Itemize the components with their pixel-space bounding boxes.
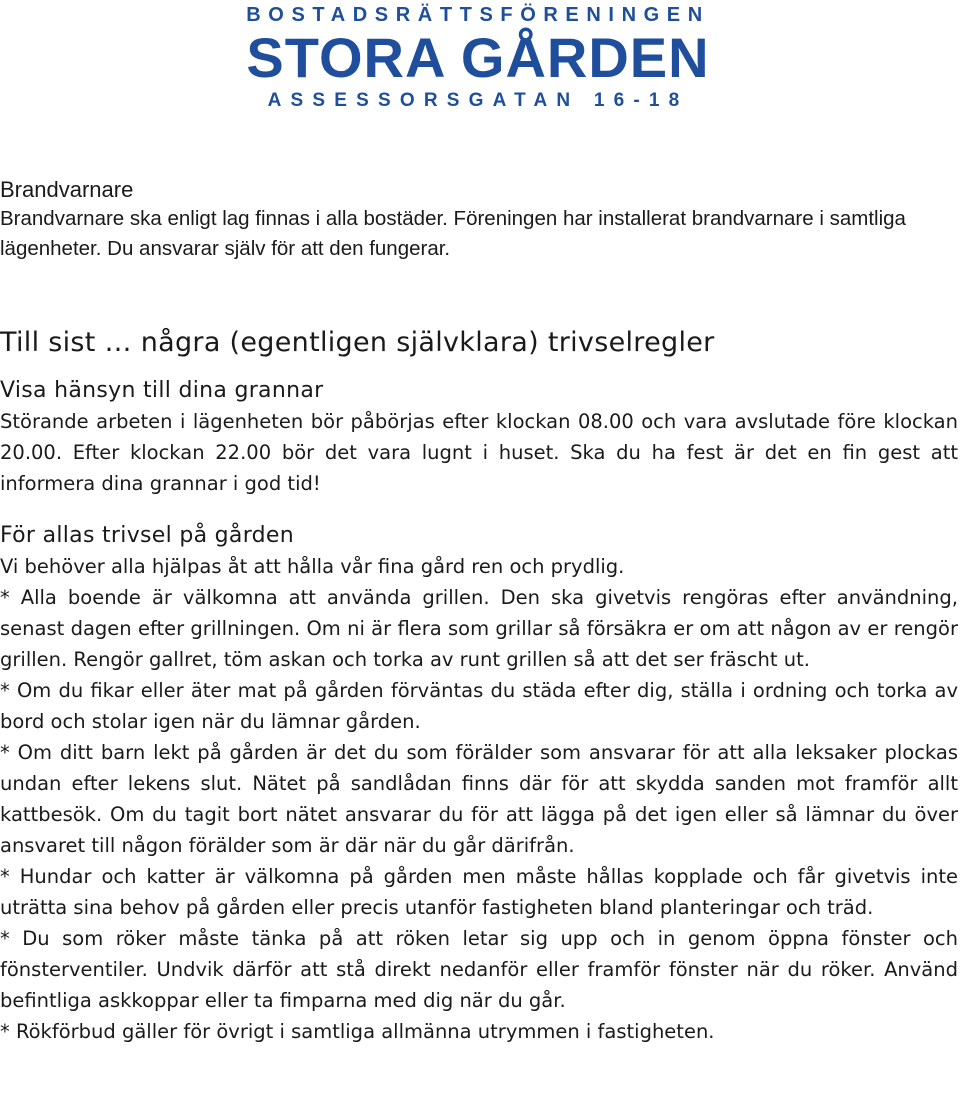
rule-item: * Alla boende är välkomna att använda grillen. Den ska givetvis rengöras efter användning, senast dagen efter grillningen. Om ni är flera som grillar så försäkra er om att någon av er rengör grillen. Rengör gallret, töm askan och torka av runt grillen så att det ser fräscht ut. (0, 586, 958, 671)
neighbors-text: Störande arbeten i lägenheten bör påbörjas efter klockan 08.00 och vara avslutade före klockan 20.00. Efter klockan 22.00 bör det vara lugnt i huset. Ska du ha fest är det en fin gest att informera dina grannar i god tid! (0, 410, 958, 495)
rule-item: * Rökförbud gäller för övrigt i samtliga allmänna utrymmen i fastigheten. (0, 1020, 715, 1043)
courtyard-heading: För allas trivsel på gården (0, 523, 295, 548)
logo-association-label: BOSTADSRÄTTSFÖRENINGEN (246, 4, 710, 26)
house-rules-heading: Till sist … några (egentligen självklara) trivselregler (0, 327, 715, 358)
smoke-detector-heading: Brandvarnare (0, 177, 134, 202)
logo-address: ASSESSORSGATAN 16-18 (267, 90, 689, 111)
smoke-detector-section (0, 176, 958, 264)
courtyard-intro: Vi behöver alla hjälpas åt att hålla vår fina gård ren och prydlig. (0, 555, 625, 578)
rule-item: * Du som röker måste tänka på att röken letar sig upp och in genom öppna fönster och fönsterventiler. Undvik därför att stå direkt nedanför eller framför fönster när du röker. Använd befintliga askkoppar eller ta fimparna med dig när du går. (0, 927, 958, 1012)
smoke-detector-text: Brandvarnare ska enligt lag finnas i alla bostäder. Föreningen har installerat brandvarnare i samtliga lägenheter. Du ansvarar själv för att den fungerar. (0, 207, 906, 260)
rule-item: * Om ditt barn lekt på gården är det du som förälder som ansvarar för att alla leksaker plockas undan efter lekens slut. Nätet på sandlådan finns där för att skydda sanden mot framför allt kattbesök. Om du tagit bort nätet ansvarar du för att lägga på det igen eller så lämnar du över ansvaret till någon förälder som är där när du går därifrån. (0, 741, 958, 857)
association-logo (196, 4, 760, 112)
document-body (0, 176, 958, 1047)
logo-association-name: STORA GÅRDEN (246, 26, 710, 89)
rule-item: * Om du fikar eller äter mat på gården förväntas du städa efter dig, ställa i ordning och torka av bord och stolar igen när du lämnar gården. (0, 679, 958, 733)
neighbors-heading: Visa hänsyn till dina grannar (0, 378, 324, 403)
house-rules-section (0, 324, 958, 1047)
rule-item: * Hundar och katter är välkomna på gården men måste hållas kopplade och får givetvis inte uträtta sina behov på gården eller precis utanför fastigheten bland planteringar och träd. (0, 865, 958, 919)
